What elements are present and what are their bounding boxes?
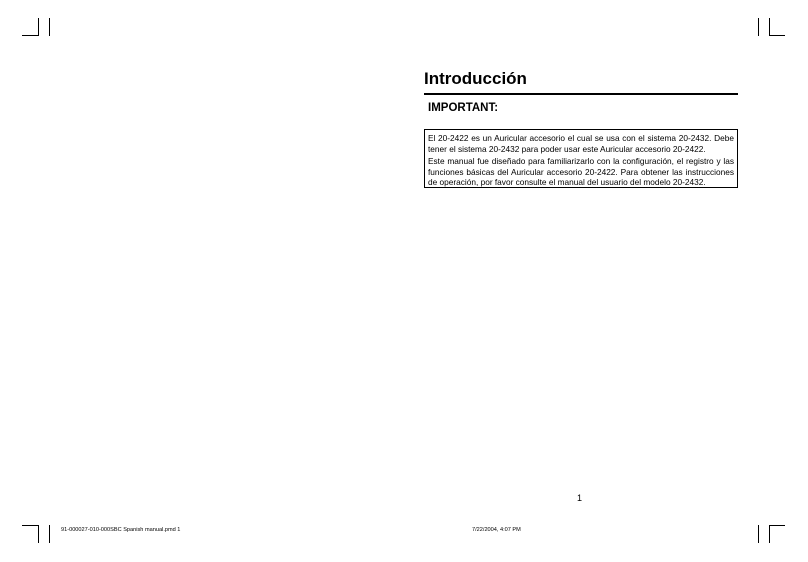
crop-mark-bottom-left-h <box>22 525 38 526</box>
crop-mark-top-right-h <box>769 35 785 36</box>
crop-mark-bottom-right-v <box>758 525 759 543</box>
crop-mark-top-left-h <box>22 35 38 36</box>
notice-paragraph: El 20-2422 es un Auricular accesorio el cual se usa con el sistema 20-2432. Debe tener el sistema 20-2432 para poder usar este Auricular accesorio 20-2422. <box>428 133 734 154</box>
crop-mark-top-left-v2 <box>49 18 50 36</box>
crop-mark-bottom-right-h <box>769 525 785 526</box>
footer-timestamp: 7/22/2004, 4:07 PM <box>472 527 521 533</box>
crop-mark-top-right-v <box>758 18 759 36</box>
title-divider <box>424 93 738 95</box>
notice-paragraph: Este manual fue diseñado para familiarizarlo con la configuración, el registro y las funciones básicas del Auricular accesorio 20-2422. Para obtener las instrucciones de operación, por favor consulte el manual del usuario del modelo 20-2432. <box>428 156 734 188</box>
page-number: 1 <box>577 493 583 503</box>
crop-mark-top-left-v <box>38 18 39 36</box>
crop-mark-top-right-v2 <box>769 18 770 36</box>
page-title: Introducción <box>424 69 527 88</box>
crop-mark-bottom-left-v <box>38 525 39 543</box>
important-heading: IMPORTANT: <box>428 102 499 114</box>
crop-mark-bottom-right-v2 <box>769 525 770 543</box>
crop-mark-bottom-left-v2 <box>49 525 50 543</box>
important-notice-box <box>424 129 738 188</box>
footer-file-info: 91-000027-010-000SBC Spanish manual.pmd 1 <box>61 527 181 533</box>
